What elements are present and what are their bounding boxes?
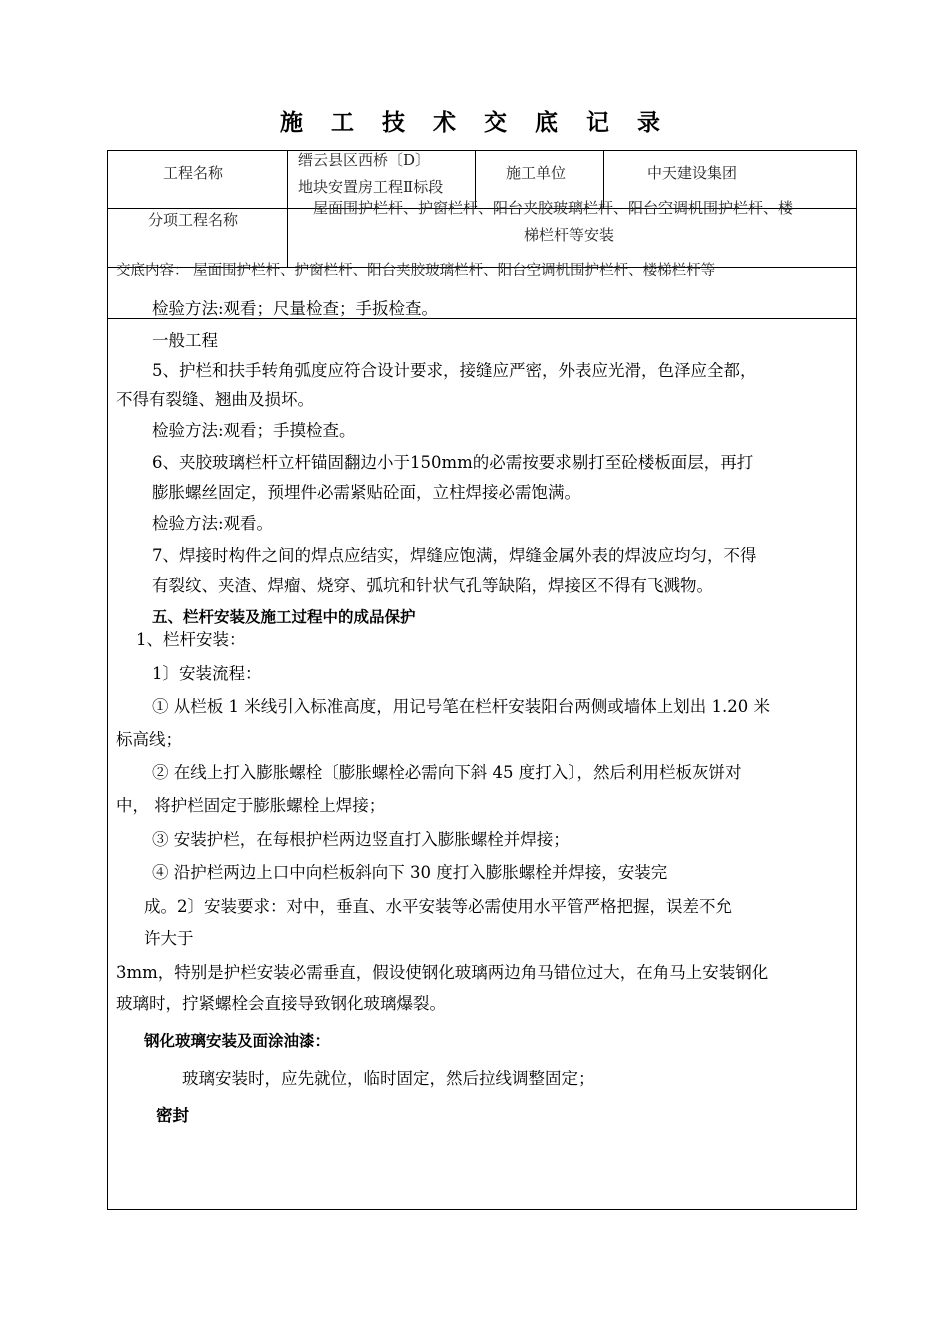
body-line: 成。2〕安装要求：对中，垂直、水平安装等必需使用水平管严格把握，误差不允	[144, 897, 732, 916]
body-line: 膨胀螺丝固定，预埋件必需紧贴砼面，立柱焊接必需饱满。	[152, 483, 581, 502]
body-line: 检验方法:观看；手摸检查。	[152, 421, 356, 440]
body-line: 5、护栏和扶手转角弧度应符合设计要求，接缝应严密，外表应光滑，色泽应全都，	[152, 361, 757, 380]
project-name-label: 工程名称	[163, 164, 224, 182]
body-line: 1、栏杆安装：	[136, 630, 246, 649]
section-heading: 钢化玻璃安装及面涂油漆：	[144, 1032, 331, 1050]
body-line: 许大于	[144, 929, 194, 948]
construction-unit-label: 施工单位	[506, 164, 567, 182]
body-line: ② 在线上打入膨胀螺栓〔膨胀螺栓必需向下斜 45 度打入〕，然后利用栏板灰饼对	[152, 763, 742, 782]
body-line: 有裂纹、夹渣、焊瘤、烧穿、弧坑和针状气孔等缺陷，焊接区不得有飞溅物。	[152, 576, 713, 595]
body-line: 6、夹胶玻璃栏杆立杆锚固翻边小于150mm的必需按要求剔打至砼楼板面层，再打	[152, 453, 754, 472]
disclosure-content: 交底内容： 屋面围护栏杆、护窗栏杆、阳台夹胶玻璃栏杆、阳台空调机围护栏杆、楼梯栏杆等	[116, 263, 716, 279]
body-line: ① 从栏板 1 米线引入标准高度，用记号笔在栏杆安装阳台两侧或墙体上划出 1.20 米	[152, 697, 770, 716]
body-line: ③ 安装护栏，在每根护栏两边竖直打入膨胀螺栓并焊接；	[152, 830, 570, 849]
section-heading: 五、栏杆安装及施工过程中的成品保护	[152, 608, 416, 626]
body-line: 玻璃安装时，应先就位，临时固定，然后拉线调整固定；	[182, 1069, 595, 1088]
body-line: 3mm，特别是护栏安装必需垂直，假设使钢化玻璃两边角马错位过大，在角马上安装钢化	[116, 963, 769, 982]
section-heading: 密封	[156, 1106, 189, 1125]
inspection-method-header: 检验方法:观看；尺量检查；手扳检查。	[152, 299, 439, 318]
subitem-name-line-1: 屋面围护栏杆、护窗栏杆、阳台夹胶玻璃栏杆、阳台空调机围护栏杆、楼	[313, 199, 794, 217]
body-line: 中， 将护栏固定于膨胀螺栓上焊接；	[116, 796, 386, 815]
body-line: ④ 沿护栏两边上口中向栏板斜向下 30 度打入膨胀螺栓并焊接，安装完	[152, 863, 668, 882]
body-line: 玻璃时，拧紧螺栓会直接导致钢化玻璃爆裂。	[116, 994, 446, 1013]
construction-unit-value: 中天建设集团	[647, 164, 738, 182]
body-line: 检验方法:观看。	[152, 514, 274, 533]
body-line: 1〕安装流程：	[152, 664, 262, 683]
body-line: 标高线；	[116, 730, 182, 749]
body-line: 不得有裂缝、翘曲及损坏。	[116, 390, 314, 409]
subitem-name-line-2: 梯栏杆等安装	[524, 226, 615, 244]
project-name-line-1: 缙云县区西桥〔D〕	[298, 151, 431, 169]
subitem-name-label: 分项工程名称	[148, 211, 239, 229]
body-line: 7、焊接时构件之间的焊点应结实，焊缝应饱满，焊缝金属外表的焊波应均匀，不得	[152, 546, 757, 565]
project-name-line-2: 地块安置房工程Ⅱ标段	[298, 178, 444, 196]
page-title: 施 工 技 术 交 底 记 录	[279, 110, 671, 136]
body-line: 一般工程	[152, 331, 218, 350]
